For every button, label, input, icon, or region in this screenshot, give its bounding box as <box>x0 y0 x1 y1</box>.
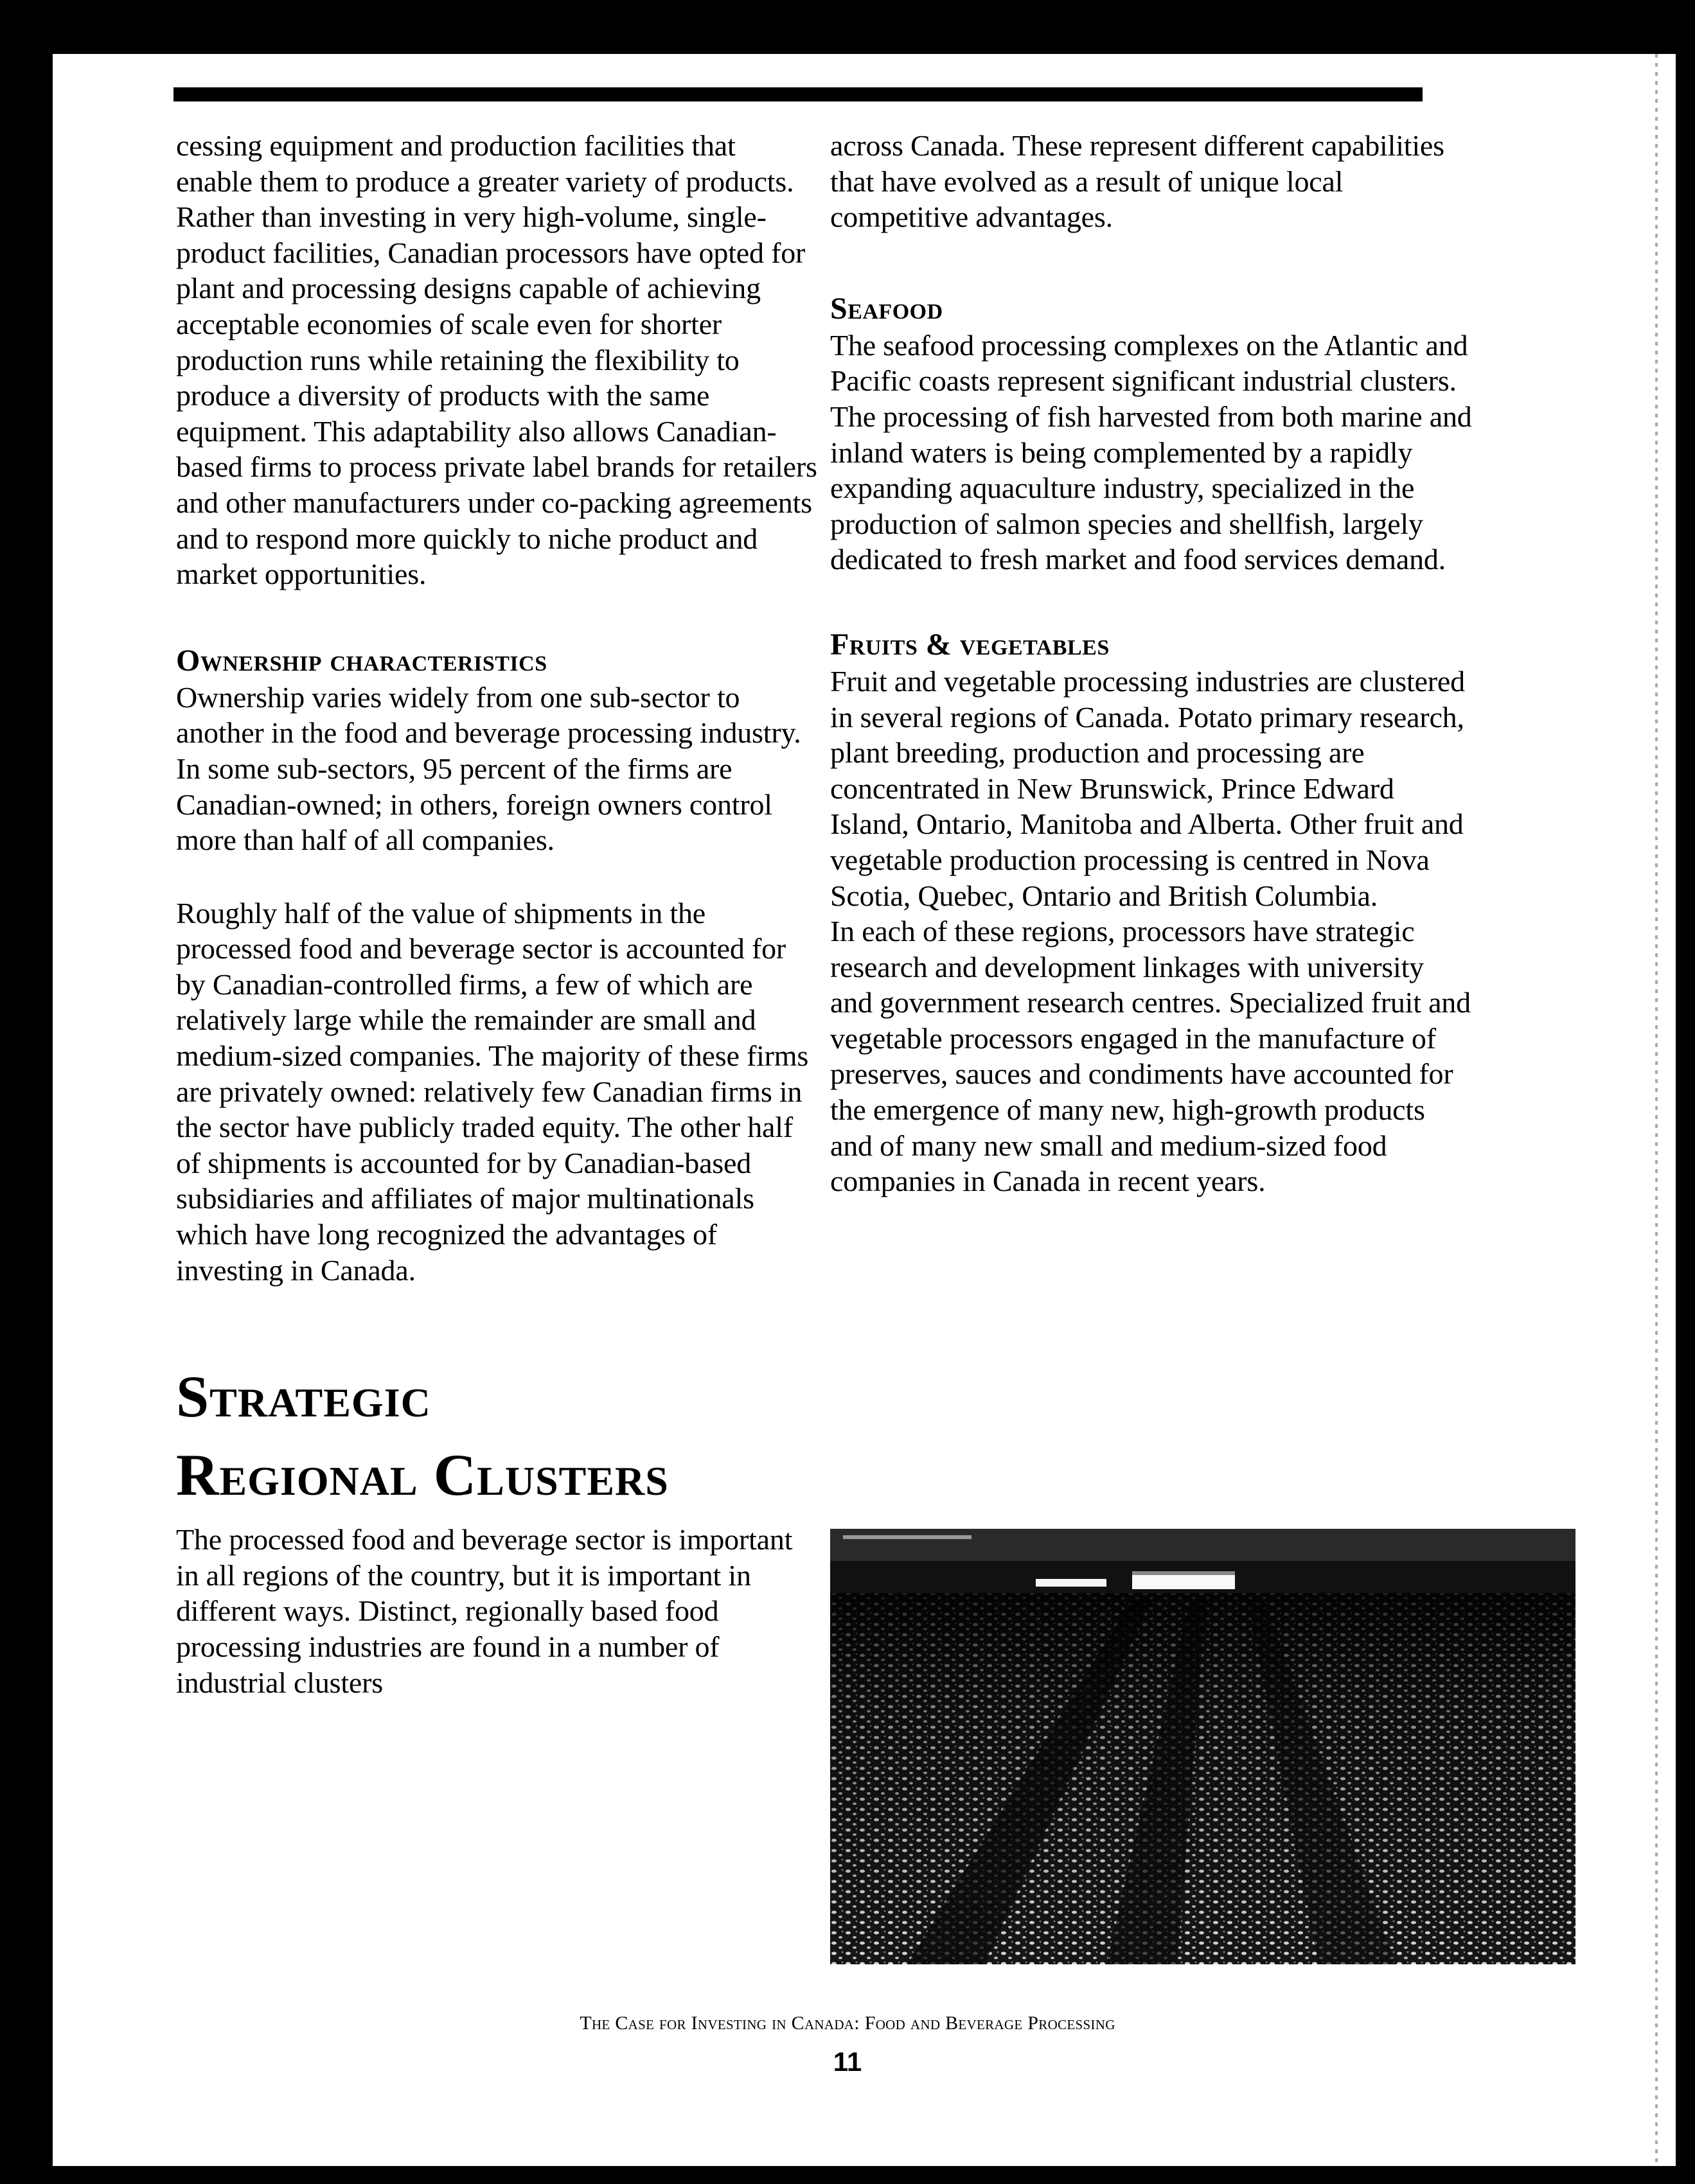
left-column <box>176 128 819 1700</box>
ownership-paragraph: Roughly half of the value of shipments in the processed food and beverage sector is accounted for by Canadian-controlled firms, a few of which are relatively large while the remainder are small and medium-sized companies. The majority of these firms are privately owned: relatively few Canadian firms in the sector have publicly traded equity. The other half of shipments is accounted for by Canadian-based subsidiaries and affiliates of major multinationals which have long recognized the advantages of investing in Canada. <box>176 896 809 1287</box>
seafood-paragraph: The seafood processing complexes on the Atlantic and Pacific coasts represent significant industrial clusters. The processing of fish harvested from both marine and inland waters is being complemented by a rapidly expanding aquaculture industry, specialized in the production of salmon species and shellfish, largely dedicated to fresh market and food services demand. <box>830 328 1472 576</box>
fruits-paragraph: Fruit and vegetable processing industries are clustered in several regions of Canada. Potato primary research, plant breeding, production and processing are concentrated in New Brunswick, Prince Edward Island, Ontario, Manitoba and Alberta. Other fruit and vegetable production processing is centred in Nova Scotia, Quebec, Ontario and British Columbia. <box>830 664 1465 912</box>
section-title-line: Strategic <box>176 1364 431 1430</box>
header-rule <box>173 87 1423 101</box>
field-photo <box>830 1529 1575 1964</box>
continued-paragraph: across Canada. These represent different capabilities that have evolved as a result of unique local competitive advantages. <box>830 129 1444 234</box>
seafood-heading: Seafood <box>830 291 943 326</box>
right-column <box>830 128 1473 1199</box>
fruits-paragraph: In each of these regions, processors have strategic research and development linkages with university and government research centres. Specialized fruit and vegetable processors engaged in the manufacture of preserves, sauces and condiments have accounted for the emergence of many new, high-growth products and of many new small and medium-sized food companies in Canada in recent years. <box>830 915 1471 1198</box>
ownership-paragraph: Ownership varies widely from one sub-sector to another in the food and beverage processing industry. In some sub-sectors, 95 percent of the firms are Canadian-owned; in others, foreign owners control more than half of all companies. <box>176 680 801 857</box>
page-number: 11 <box>833 2047 862 2077</box>
section-title-line: Regional Clusters <box>176 1442 669 1508</box>
scan-edge-mark <box>1655 54 1658 2166</box>
ownership-heading: Ownership characteristics <box>176 643 547 678</box>
section-title <box>176 1357 819 1514</box>
field-photo-image <box>830 1529 1575 1964</box>
running-footer: The Case for Investing in Canada: Food and Beverage Processing <box>580 2012 1115 2034</box>
intro-paragraph: cessing equipment and production facilities that enable them to produce a greater variety of products. Rather than investing in very high-volume, single-product facilities, Canadian processors have opted for plant and processing designs capable of achieving acceptable economies of scale even for shorter production runs while retaining the flexibility to produce a diversity of products with the same equipment. This adaptability also allows Canadian-based firms to process private label brands for retailers and other manufacturers under co-packing agreements and to respond more quickly to niche product and market opportunities. <box>176 129 817 591</box>
fruits-heading: Fruits & vegetables <box>830 627 1110 662</box>
clusters-paragraph: The processed food and beverage sector is important in all regions of the country, but it is important in different ways. Distinct, regionally based food processing industries are found in a number of industrial clusters <box>176 1523 793 1699</box>
